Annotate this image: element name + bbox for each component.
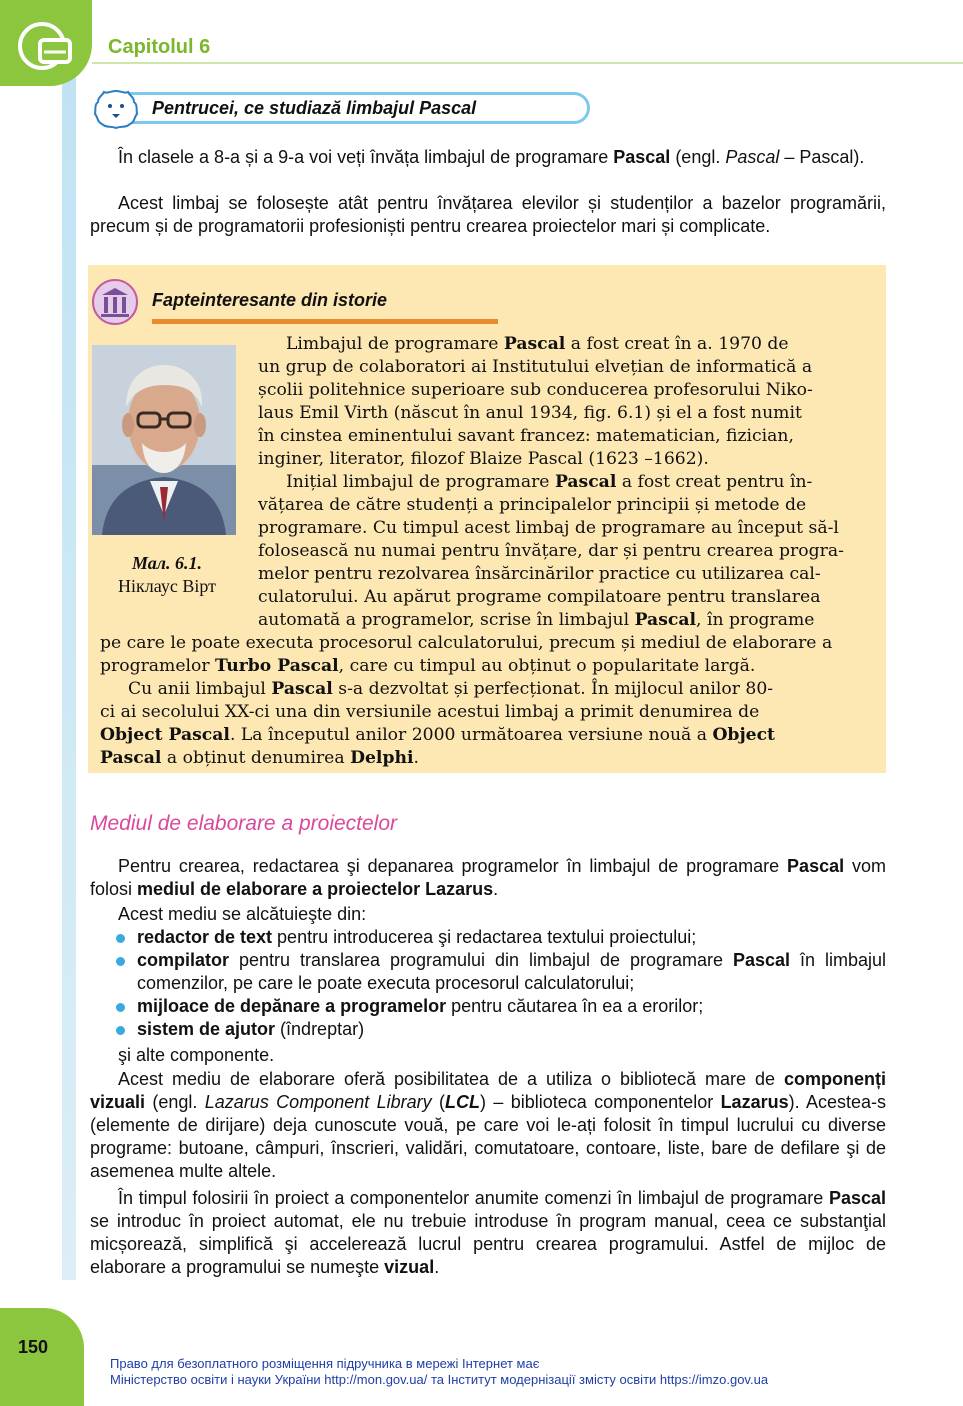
term-lazarus: Lazarus [720,1092,789,1112]
intro-paragraph-1 [90,146,886,169]
facts-text-run: vățarea de către studenți a principalelor principii și metode de [258,495,807,515]
text-run: ( [431,1092,445,1112]
lazarus-paragraph-4 [90,1068,886,1183]
facts-line [258,448,873,471]
facts-text-run: un grup de colaboratori ai Institutului elvețian de informatică a [258,357,813,377]
page-number: 150 [18,1337,49,1357]
text-run: (engl. [145,1092,205,1112]
lazarus-paragraph-5 [90,1187,886,1279]
portrait-photo [92,345,236,535]
facts-text-run: , în programe [696,610,815,630]
chapter-divider [92,62,963,64]
facts-text-run: melor pentru rezolvarea însărcinărilor practice cu utilizarea cal- [258,564,821,584]
facts-line [100,632,873,655]
facts-line [100,747,873,770]
footer-line-2: Міністерство освіти і науки України http://mon.gov.ua/ та Інститут модернізації змісту освіти https://imzo.gov.ua [110,1372,769,1387]
section-title-lazarus: Mediul de elaborare a proiectelor [90,812,398,835]
text-run: (engl. [670,147,726,167]
lazarus-paragraph-2: Acest mediu se alcătuieşte din: [118,904,367,924]
term-lazarus-ide: mediul de elaborare a proiectelor Lazarus [137,879,494,899]
facts-line [258,402,873,425]
term-visual: vizual [384,1257,435,1277]
facts-line [128,678,873,701]
term-pascal: Pascal [787,856,845,876]
intro-paragraph-2: Acest limbaj se folosește atât pentru învățarea elevilor și studenților a bazelor programării, precum și de programatorii profesioniști pentru crearea proiectelor mari și complicate. [90,193,886,236]
bullet-icon [116,957,125,966]
facts-term: Pascal [100,748,162,768]
facts-text-run: s-a dezvoltat și perfecționat. În mijlocul anilor 80- [332,679,774,699]
text-run: . [434,1257,440,1277]
facts-text-run: culatorului. Au apărut programe compilatoare pentru translarea [258,587,821,607]
text-run: se introduc în proiect automat, ele nu trebuie introduse în program manual, ceea ce substanţial micșorează, simplifică şi accelerează lucrul pentru crearea programului. Astfel de mijloc de elaborare a programului se numeşte [90,1211,886,1277]
facts-term: Pascal [271,679,333,699]
computer-icon [14,18,74,74]
facts-text-run: Cu anii limbajul [128,679,272,699]
list-item-text: pentru căutarea în ea a erorilor; [446,996,704,1016]
facts-term: Object Pascal [100,725,230,745]
list-item [110,949,886,995]
bullet-icon [116,1003,125,1012]
facts-text-run: a fost creat în a. 1970 de [565,334,789,354]
section-heading-pascal [92,88,596,128]
facts-line [286,471,873,494]
facts-title: Fapteinteresante din istorie [152,290,388,310]
facts-line [258,609,873,632]
list-item-term: mijloace de depănare a programelor [137,996,447,1016]
bullet-icon [116,934,125,943]
components-list [110,926,886,1041]
facts-text-run: Limbajul de programare [286,334,504,354]
facts-term: Delphi [350,748,414,768]
footer-line-1: Право для безоплатного розміщення підручника в мережі Інтернет має [110,1356,540,1371]
facts-line [258,540,873,563]
facts-text-run: Inițial limbajul de programare [286,472,555,492]
facts-line [258,494,873,517]
figure-caption-number: Мал. 6.1. [132,553,202,573]
facts-term: Object [712,725,776,745]
facts-text-run: inginer, literator, filozof Blaize Pascal (1623 –1662). [258,449,709,469]
list-item-text: în limbajul comenzilor, pe care le poate executa procesorul calculatorului; [137,950,886,993]
chapter-title: Capitolul 6 [108,36,211,58]
text-run: ). Acestea-s (elemente de dirijare) deja cunoscute vouă, pe care voi le-ați folosit în timpul lucrului cu diverse programe: butoane, câmpuri, înscrieri, validări, comutatoare, contoare, liste, bare de defilare şi de asemenea multe altele. [90,1092,886,1181]
facts-term: Pascal [554,472,617,492]
term-pascal: Pascal [613,147,671,167]
list-item [110,1018,886,1041]
list-item-term: compilator [137,950,230,970]
text-run: vom folosi [90,856,886,899]
list-item [110,926,886,949]
figure-caption-name: Ніклаус Вірт [118,576,216,596]
footer-copyright [110,1356,768,1388]
list-item-text: pentru translarea programului din limbajul de programare [229,950,733,970]
list-item-term: redactor de text [137,927,273,947]
lazarus-paragraph-3: şi alte componente. [118,1045,275,1065]
text-run: În clasele a 8-a și a 9-a voi veți învăța limbajul de programare [118,147,614,167]
section-title: Pentrucei, ce studiază limbajul Pascal [152,98,477,118]
facts-text-run: a fost creat pentru în- [616,472,813,492]
term-pascal-italic: Pascal [725,147,780,167]
facts-line [258,517,873,540]
list-item-term: sistem de ajutor [137,1019,276,1039]
facts-term: Pascal [503,334,566,354]
facts-line [286,333,873,356]
text-run: . [493,879,499,899]
facts-line [100,701,873,724]
bullet-icon [116,1026,125,1035]
facts-line [258,379,873,402]
facts-text-run: . [413,748,419,768]
term-lcl-full: Lazarus Component Library [204,1092,432,1112]
facts-line [258,586,873,609]
facts-line [258,563,873,586]
facts-line [100,724,873,747]
facts-line [258,356,873,379]
facts-text-run: automată a programelor, scrise în limbajul [258,610,635,630]
facts-text-run: pe care le poate executa procesorul calculatorului, precum și mediul de elaborare a [100,633,833,653]
list-item [110,995,886,1018]
facts-text-run: în cinstea eminentului savant francez: matematician, fizician, [258,426,794,446]
left-decor-band [62,60,76,1280]
term-visual-components: componenți vizuali [90,1069,886,1112]
facts-line [258,425,873,448]
facts-text-run: . La începutul anilor 2000 următoarea versiune nouă a [229,725,713,745]
facts-title-underline [152,319,498,324]
facts-text-run: laus Emil Virth (născut în anul 1934, fig. 6.1) și el a fost numit [258,403,802,423]
list-item-text: pentru introducerea şi redactarea textului proiectului; [272,927,697,947]
facts-text-run: ci ai secolului XX-ci una din versiunile acestui limbaj a primit denumirea de [100,702,760,722]
lion-icon [92,88,140,130]
text-run: Acest mediu de elaborare oferă posibilitatea de a utiliza o bibliotecă mare de [118,1069,784,1089]
facts-text-run: programare. Cu timpul acest limbaj de programare au început să-l [258,518,839,538]
facts-text-run: școlii politehnice superioare sub conducerea profesorului Niko- [258,380,813,400]
facts-term: Pascal [634,610,697,630]
facts-text-run: a obținut denumirea [161,748,351,768]
list-item-text: (îndreptar) [275,1019,365,1039]
term-pascal: Pascal [732,950,791,970]
lazarus-paragraph-1 [90,855,886,901]
facts-text-run: programelor [100,656,216,676]
temple-icon [90,277,140,327]
term-lcl: LCL [444,1092,480,1112]
text-run: ) – biblioteca componentelor [479,1092,721,1112]
facts-text-run: , care cu timpul au obținut o popularitate largă. [338,656,756,676]
facts-text-run: folosească nu numai pentru învățare, dar și pentru crearea progra- [258,541,844,561]
text-run: – Pascal). [779,147,865,167]
facts-line [100,655,873,678]
text-run: Pentru crearea, redactarea şi depanarea programelor în limbajul de programare [118,856,788,876]
term-pascal: Pascal [828,1188,886,1208]
text-run: În timpul folosirii în proiect a componentelor anumite comenzi în limbajul de programare [118,1188,829,1208]
facts-term: Turbo Pascal [215,656,339,676]
